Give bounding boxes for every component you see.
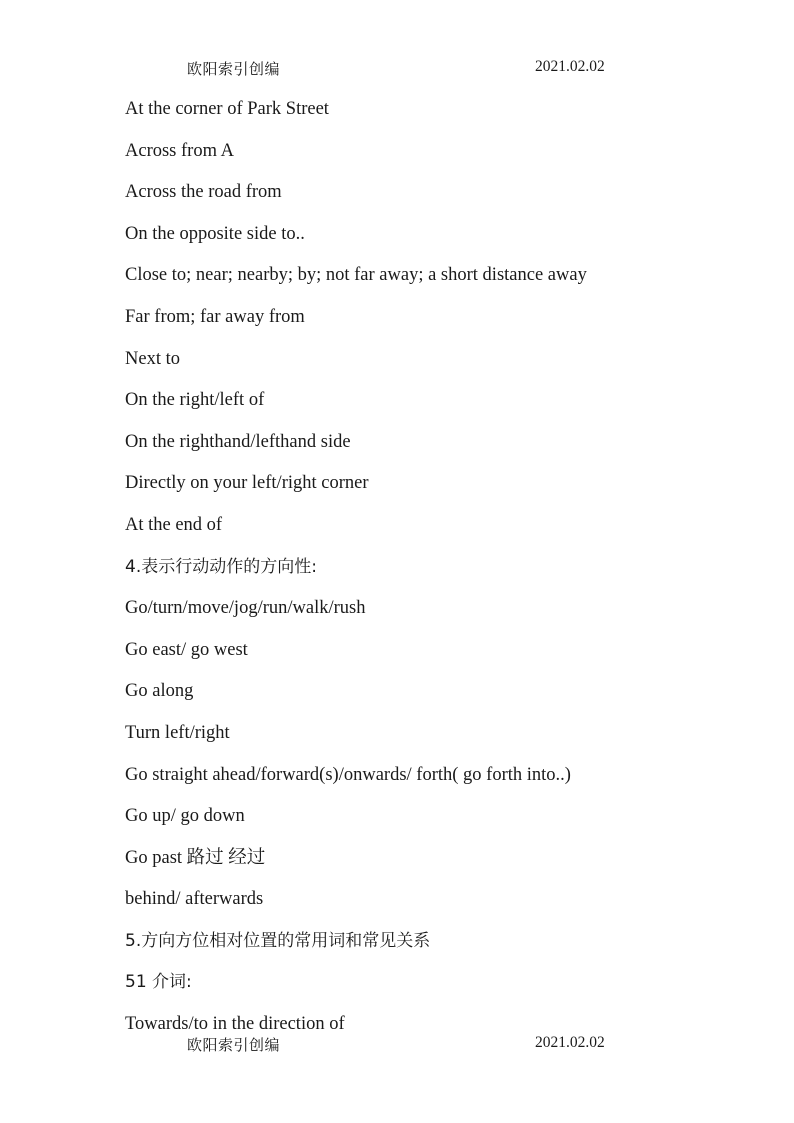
text-line: Go past 路过 经过 (125, 847, 266, 868)
text-line: Next to (125, 348, 180, 369)
text-line: Go up/ go down (125, 806, 245, 827)
text-line: Close to; near; nearby; by; not far away; a short distance away (125, 265, 587, 286)
text-line: At the corner of Park Street (125, 99, 329, 119)
text-line: Go/turn/move/jog/run/walk/rush (125, 598, 366, 619)
text-line: Directly on your left/right corner (125, 473, 369, 494)
page-footer (0, 1034, 794, 1056)
text-line: Across from A (125, 140, 234, 161)
document-body (125, 96, 725, 1053)
text-line: Go along (125, 681, 194, 702)
text-line: behind/ afterwards (125, 889, 264, 910)
text-line: On the righthand/lefthand side (125, 431, 351, 452)
section-heading: 4.表示行动动作的方向性: (125, 556, 317, 577)
subsection-heading: 51 介词: (125, 972, 192, 993)
header-author: 欧阳索引创编 (187, 60, 281, 78)
text-line: At the end of (125, 514, 223, 535)
footer-author: 欧阳索引创编 (187, 1036, 281, 1054)
footer-date: 2021.02.02 (535, 1034, 605, 1051)
text-line: Go east/ go west (125, 639, 248, 660)
text-line: Go straight ahead/forward(s)/onwards/ forth( go forth into..) (125, 764, 571, 785)
text-line: Turn left/right (125, 722, 230, 743)
text-line: Far from; far away from (125, 306, 305, 327)
text-line: On the right/left of (125, 390, 265, 411)
text-line: Towards/to in the direction of (125, 1014, 345, 1035)
page-header (0, 58, 794, 80)
text-line: Across the road from (125, 182, 282, 203)
section-heading: 5.方向方位相对位置的常用词和常见关系 (125, 930, 431, 951)
text-line: On the opposite side to.. (125, 223, 305, 244)
header-date: 2021.02.02 (535, 58, 605, 75)
